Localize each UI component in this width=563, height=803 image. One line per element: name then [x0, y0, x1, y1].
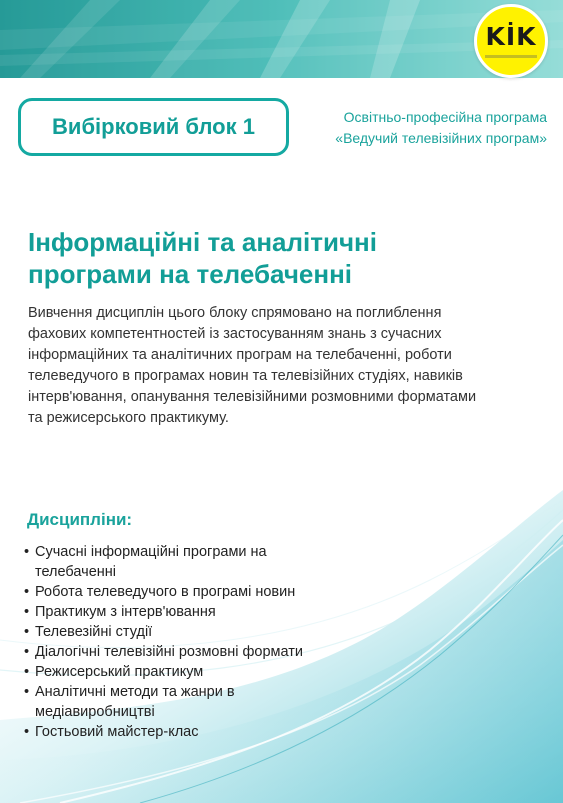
- discipline-item: [24, 722, 384, 742]
- page-title-line-1: Інформаційні та аналітичні: [28, 227, 377, 257]
- discipline-line: Аналітичні методи та жанри в: [35, 684, 235, 700]
- discipline-item: [24, 642, 384, 662]
- bullet: •: [24, 604, 30, 620]
- discipline-line: Режисерський практикум: [35, 664, 204, 680]
- bullet: •: [24, 584, 30, 600]
- intro-line: телеведучого в програмах новин та телевізійних студіях, навиків: [28, 368, 463, 384]
- kik-logo: [474, 4, 548, 78]
- intro-line: інформаційних та аналітичних програм на телебаченні, роботи: [28, 347, 452, 363]
- discipline-item: [24, 542, 384, 582]
- bullet: •: [24, 724, 30, 740]
- intro-line: Вивчення дисциплін цього блоку спрямовано на поглиблення: [28, 305, 442, 321]
- program-line-2: «Ведучий телевізійних програм»: [335, 130, 547, 146]
- discipline-line: Гостьовий майстер-клас: [35, 724, 199, 740]
- discipline-line: Практикум з інтерв'ювання: [35, 604, 216, 620]
- block-label-badge: [18, 98, 289, 156]
- discipline-line: Телевезійні студії: [35, 624, 153, 640]
- disciplines-list: [24, 542, 384, 742]
- discipline-item: [24, 662, 384, 682]
- bullet: •: [24, 544, 30, 560]
- bullet: •: [24, 684, 30, 700]
- intro-paragraph: [28, 303, 548, 429]
- logo-caption-line: [485, 55, 537, 58]
- program-name: [297, 107, 547, 149]
- discipline-item: [24, 602, 384, 622]
- page-title: [28, 226, 528, 290]
- discipline-item: [24, 622, 384, 642]
- block-label: Вибірковий блок 1: [52, 114, 255, 139]
- bullet: •: [24, 664, 30, 680]
- discipline-line: телебаченні: [35, 564, 116, 580]
- discipline-line: Сучасні інформаційні програми на: [35, 544, 267, 560]
- discipline-line: Робота телеведучого в програмі новин: [35, 584, 296, 600]
- intro-line: та режисерського практикуму.: [28, 410, 229, 426]
- bullet: •: [24, 644, 30, 660]
- intro-line: інтерв'ювання, опанування телевізійними розмовними форматами: [28, 389, 477, 405]
- bullet: •: [24, 624, 30, 640]
- program-line-1: Освітньо-професійна програма: [343, 109, 547, 125]
- discipline-line: медіавиробництві: [35, 704, 155, 720]
- intro-line: фахових компетентностей із застосуванням знань з сучасних: [28, 326, 442, 342]
- page-title-line-2: програми на телебаченні: [28, 259, 353, 289]
- discipline-item: [24, 582, 384, 602]
- disciplines-heading: Дисципліни:: [27, 510, 133, 529]
- logo-text: KİK: [485, 22, 537, 51]
- discipline-item: [24, 682, 384, 722]
- discipline-line: Діалогічні телевізійні розмовні формати: [35, 644, 303, 660]
